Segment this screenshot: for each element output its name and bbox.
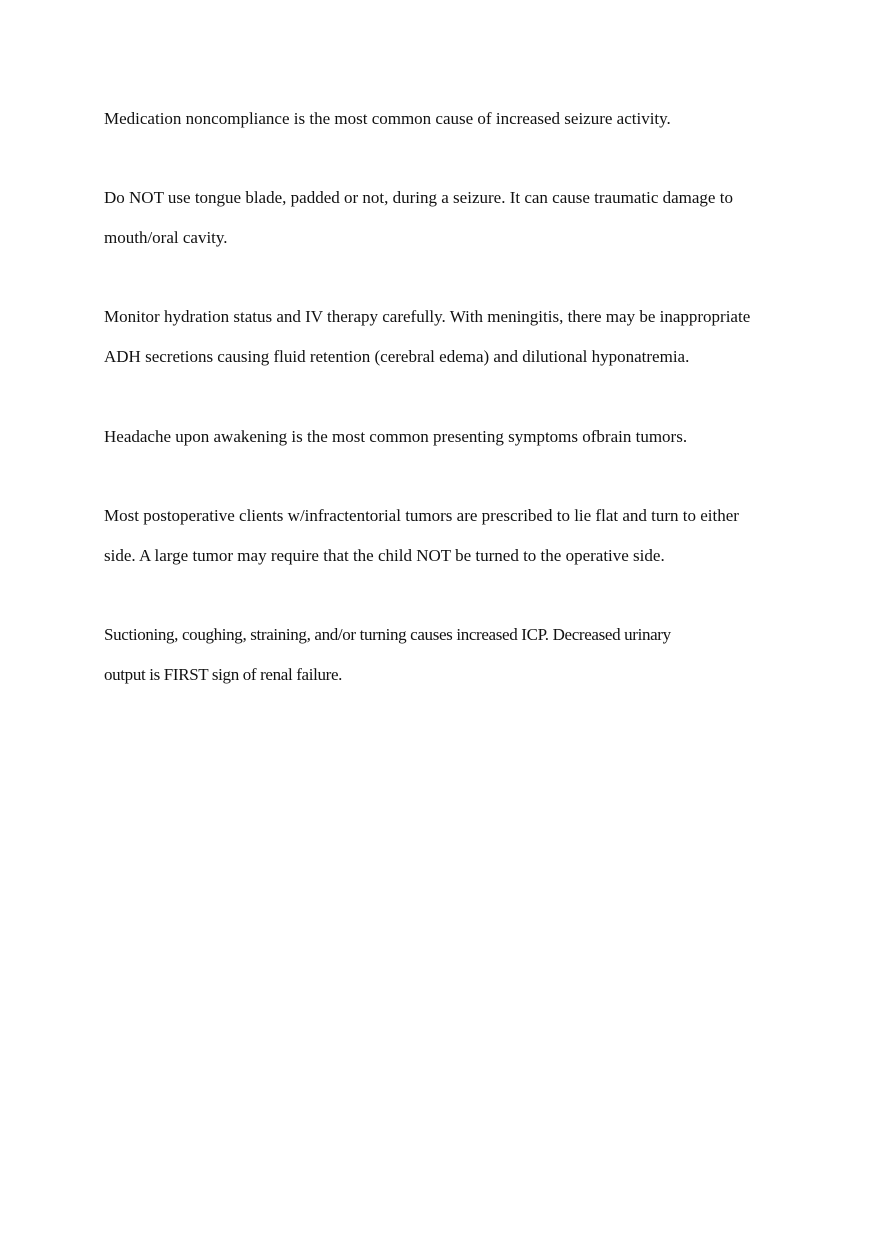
- paragraph-line: mouth/oral cavity.: [104, 228, 228, 247]
- paragraph-line: Do NOT use tongue blade, padded or not, during a seizure. It can cause traumatic damage to: [104, 188, 733, 207]
- paragraph-line: Monitor hydration status and IV therapy carefully. With meningitis, there may be inappropriate: [104, 307, 751, 326]
- paragraph-line: output is FIRST sign of renal failure.: [104, 665, 343, 684]
- paragraph-line: Headache upon awakening is the most common presenting symptoms ofbrain tumors.: [104, 427, 688, 446]
- paragraph-line: side. A large tumor may require that the child NOT be turned to the operative side.: [104, 546, 665, 565]
- paragraph-line: Most postoperative clients w/infractentorial tumors are prescribed to lie flat and turn to either: [104, 506, 739, 525]
- paragraph-line: Medication noncompliance is the most common cause of increased seizure activity.: [104, 109, 671, 128]
- paragraph-line: Suctioning, coughing, straining, and/or turning causes increased ICP. Decreased urinary: [104, 625, 671, 644]
- paragraph-line: ADH secretions causing fluid retention (cerebral edema) and dilutional hyponatremia.: [104, 347, 690, 366]
